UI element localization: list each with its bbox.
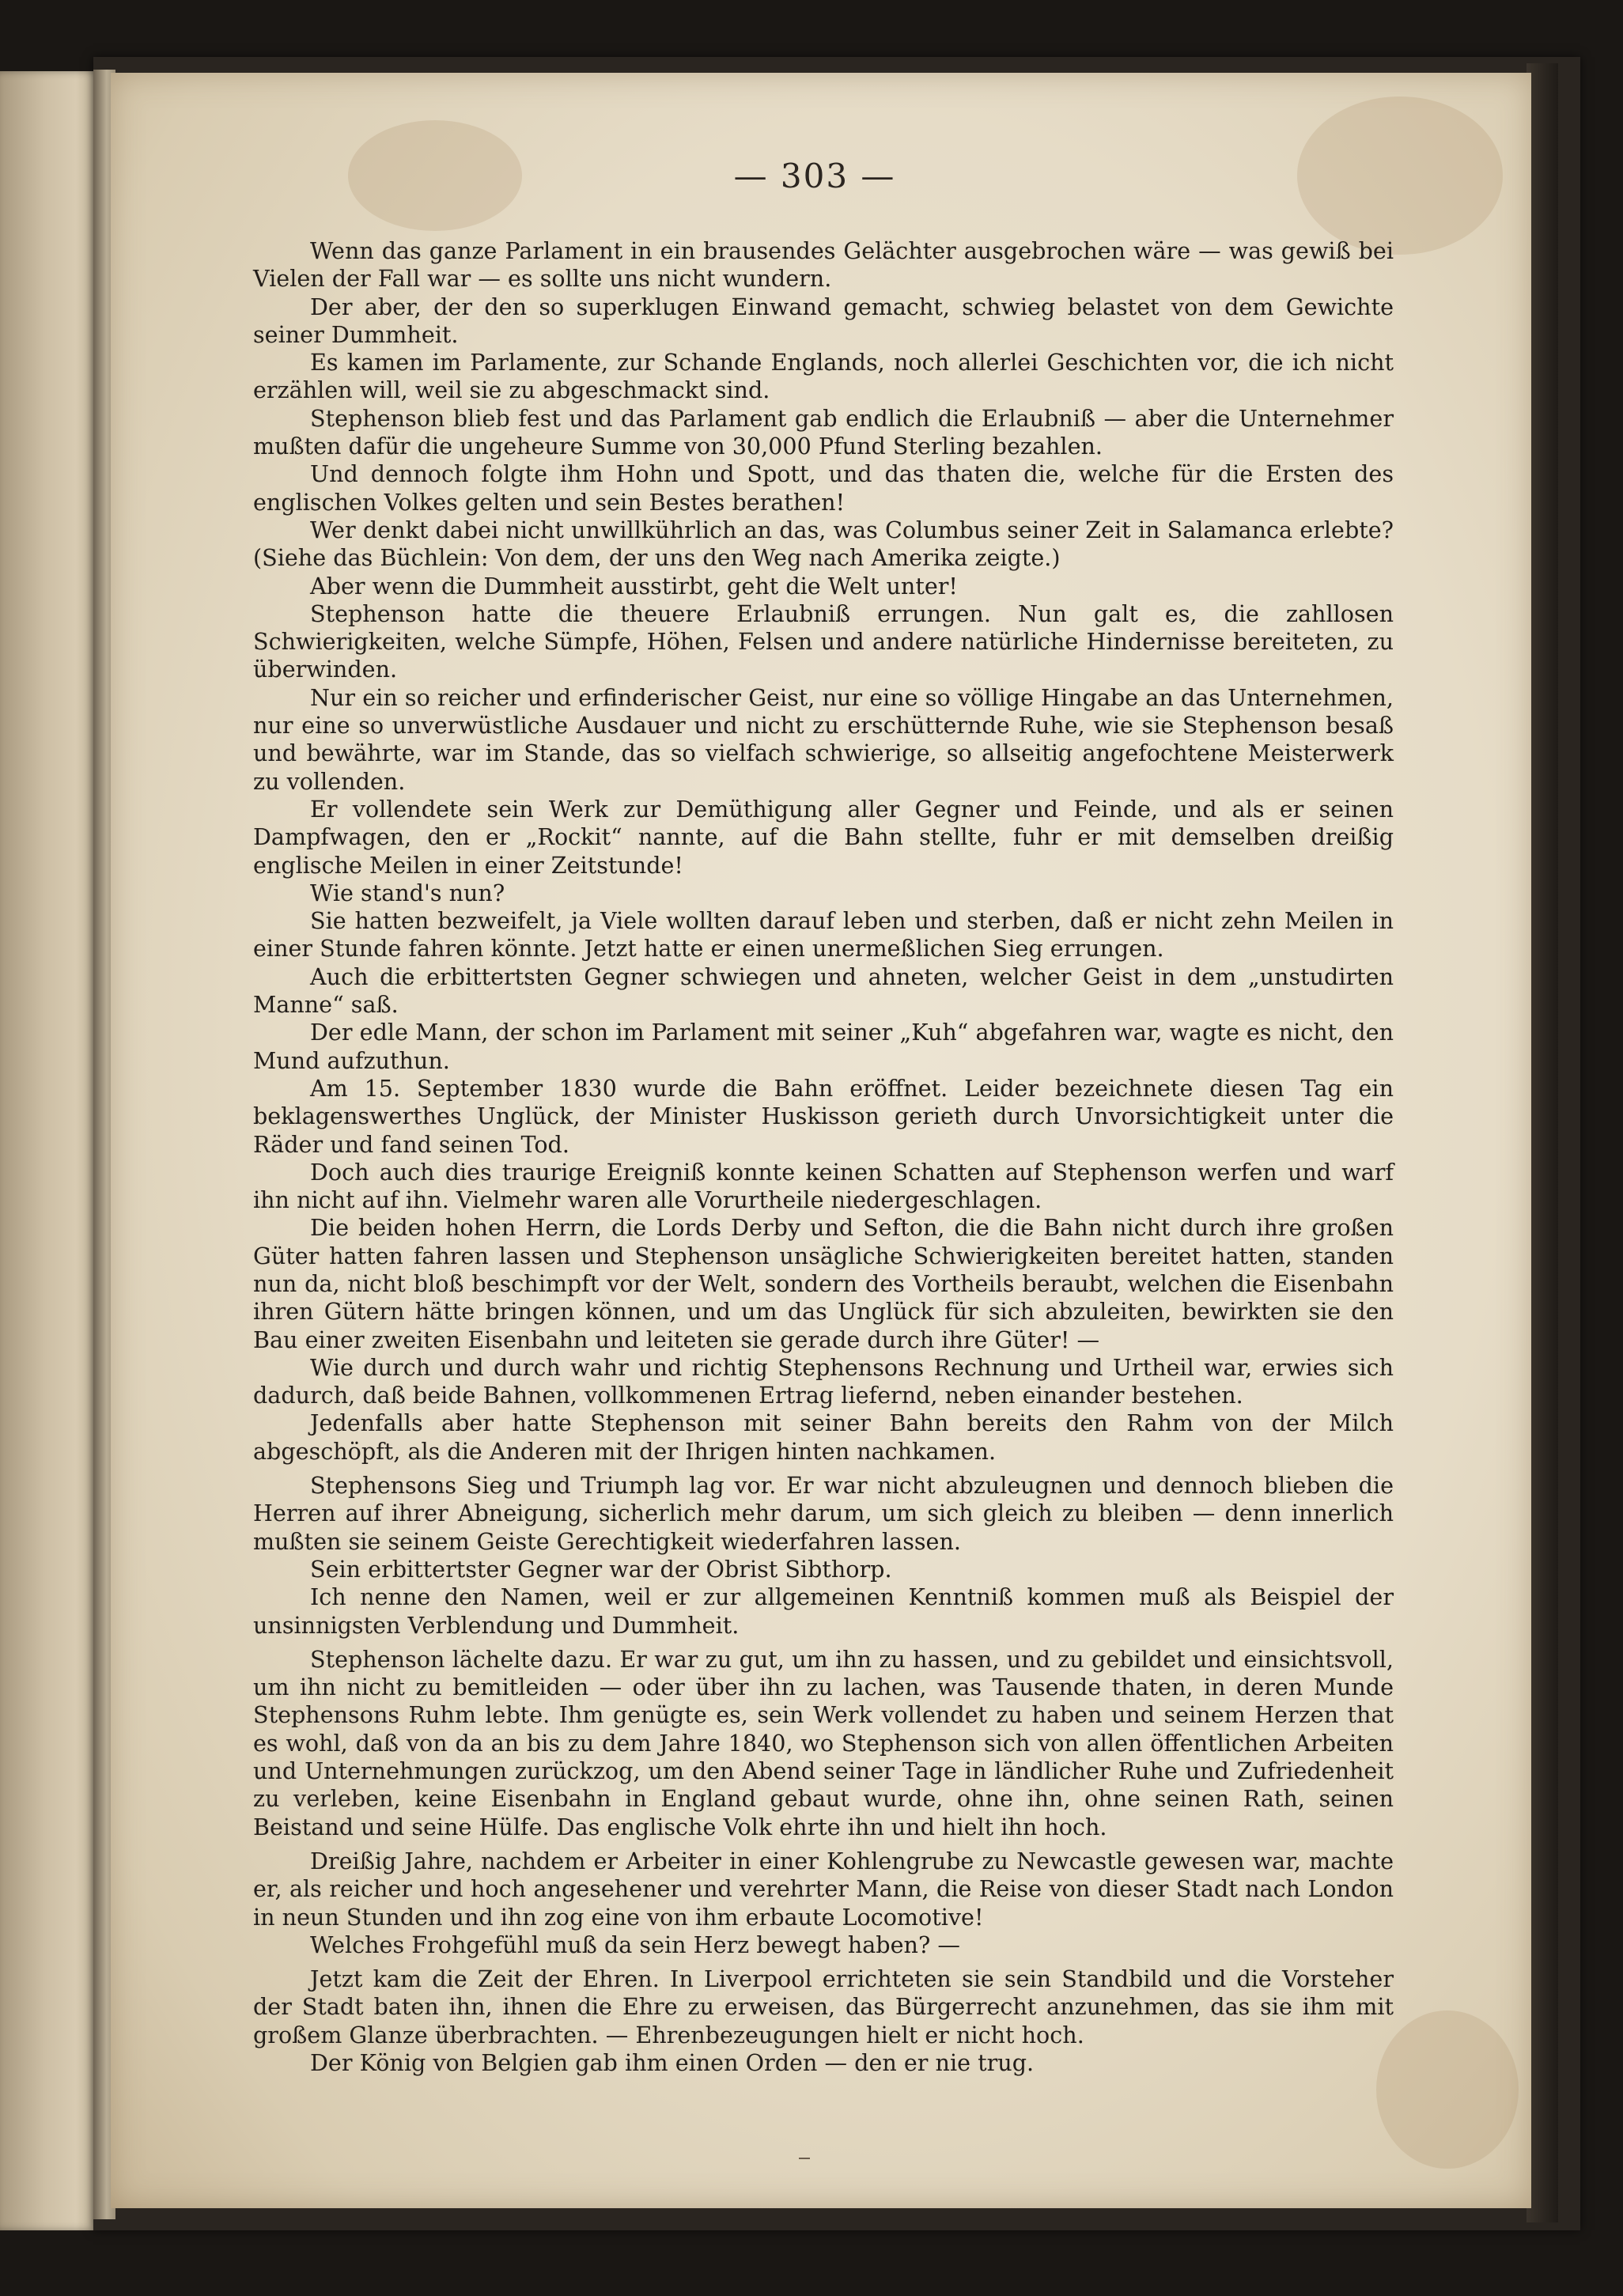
- paragraph: Es kamen im Parlamente, zur Schande Englands, noch allerlei Geschichten vor, die ich nicht erzählen will, weil sie zu abgeschmackt sind.: [253, 349, 1394, 404]
- paragraph: Wenn das ganze Parlament in ein brausendes Gelächter ausgebrochen wäre — was gewiß bei Vielen der Fall war — es sollte uns nicht wundern.: [253, 237, 1394, 293]
- paragraph: Wie stand's nun?: [310, 879, 505, 906]
- page-edge-right: [1527, 63, 1558, 2222]
- paragraph: Ich nenne den Namen, weil er zur allgemeinen Kenntniß kommen muß als Beispiel der unsinnigsten Verblendung und Dummheit.: [253, 1583, 1394, 1639]
- paragraph: Der König von Belgien gab ihm einen Orden — den er nie trug.: [310, 2049, 1035, 2076]
- paragraph: Stephenson hatte die theuere Erlaubniß errungen. Nun galt es, die zahllosen Schwierigkeiten, welche Sümpfe, Höhen, Felsen und andere natürliche Hindernisse bereiteten, zu überwinden.: [253, 600, 1394, 683]
- paragraph: Wie durch und durch wahr und richtig Stephensons Rechnung und Urtheil war, erwies sich dadurch, daß beide Bahnen, vollkommenen Ertrag liefernd, neben einander bestehen.: [253, 1353, 1394, 1409]
- paragraph: Wer denkt dabei nicht unwillkührlich an das, was Columbus seiner Zeit in Salamanca erlebte? (Siehe das Büchlein: Von dem, der uns den Weg nach Amerika zeigte.): [253, 516, 1394, 572]
- paragraph: Er vollendete sein Werk zur Demüthigung aller Gegner und Feinde, und als er seinen Dampfwagen, den er „Rockit“ nannte, auf die Bahn stellte, fuhr er mit demselben dreißig englische Meilen in einer Zeitstunde!: [253, 795, 1394, 879]
- paragraph: Aber wenn die Dummheit ausstirbt, geht die Welt unter!: [310, 572, 958, 600]
- body-text: [253, 237, 1394, 2077]
- paragraph: Jetzt kam die Zeit der Ehren. In Liverpool errichteten sie sein Standbild und die Vorsteher der Stadt baten ihn, ihnen die Ehre zu erweisen, das Bürgerrecht anzunehmen, das sie ihm mit großem Glanze überbrachten. — Ehrenbezeugungen hielt er nicht hoch.: [253, 1965, 1394, 2048]
- page-bottom-mark: [799, 2158, 810, 2159]
- paragraph: Die beiden hohen Herrn, die Lords Derby und Sefton, die die Bahn nicht durch ihre großen Güter hatten fahren lassen und Stephenson unsägliche Schwierigkeiten bereitet hatten, standen nun da, nicht bloß beschimpft vor der Welt, sondern des Vortheils beraubt, welchen die Eisenbahn ihren Gütern hätte bringen können, und um das Unglück für sich abzuleiten, bewirkten sie den Bau einer zweiten Eisenbahn und leiteten sie gerade durch ihre Güter! —: [253, 1214, 1394, 1353]
- paragraph: Stephenson blieb fest und das Parlament gab endlich die Erlaubniß — aber die Unternehmer mußten dafür die ungeheure Summe von 30,000 Pfund Sterling bezahlen.: [253, 404, 1394, 460]
- paper-stain: [1376, 2010, 1519, 2169]
- facing-page-edge: [0, 71, 101, 2230]
- paper-stain: [348, 120, 522, 231]
- paragraph: Der edle Mann, der schon im Parlament mit seiner „Kuh“ abgefahren war, wagte es nicht, den Mund aufzuthun.: [253, 1019, 1394, 1074]
- paragraph: Stephensons Sieg und Triumph lag vor. Er war nicht abzuleugnen und dennoch blieben die Herren auf ihrer Abneigung, sicherlich mehr darum, um sich gleich zu bleiben — denn innerlich mußten sie seinem Geiste Gerechtigkeit wiederfahren lassen.: [253, 1472, 1394, 1555]
- paragraph: Dreißig Jahre, nachdem er Arbeiter in einer Kohlengrube zu Newcastle gewesen war, machte er, als reicher und hoch angesehener und verehrter Mann, die Reise von dieser Stadt nach London in neun Stunden und ihn zog eine von ihm erbaute Locomotive!: [253, 1847, 1394, 1931]
- paragraph: Stephenson lächelte dazu. Er war zu gut, um ihn zu hassen, und zu gebildet und einsichtsvoll, um ihn nicht zu bemitleiden — oder über ihn zu lachen, was Tausende thaten, in deren Munde Stephensons Ruhm lebte. Ihm genügte es, sein Werk vollendet zu haben und seinem Herzen that es wohl, daß von da an bis zu dem Jahre 1840, wo Stephenson sich von allen öffentlichen Arbeiten und Unternehmungen zurückzog, um den Abend seiner Tage in ländlicher Ruhe und Zufriedenheit zu verleben, keine Eisenbahn in England gebaut wurde, ohne ihn, ohne seinen Rath, seinen Beistand und seine Hülfe. Das englische Volk ehrte ihn und hielt ihn hoch.: [253, 1645, 1394, 1840]
- paragraph: Welches Frohgefühl muß da sein Herz bewegt haben? —: [310, 1931, 960, 1958]
- paragraph: Am 15. September 1830 wurde die Bahn eröffnet. Leider bezeichnete diesen Tag ein beklagenswerthes Unglück, der Minister Huskisson gerieth durch Unvorsichtigkeit unter die Räder und fand seinen Tod.: [253, 1074, 1394, 1158]
- paragraph: Jedenfalls aber hatte Stephenson mit seiner Bahn bereits den Rahm von der Milch abgeschöpft, als die Anderen mit der Ihrigen hinten nachkamen.: [253, 1409, 1394, 1465]
- paragraph: Doch auch dies traurige Ereigniß konnte keinen Schatten auf Stephenson werfen und warf ihn nicht auf ihn. Vielmehr waren alle Vorurtheile niedergeschlagen.: [253, 1158, 1394, 1214]
- paragraph: Sie hatten bezweifelt, ja Viele wollten darauf leben und sterben, daß er nicht zehn Meilen in einer Stunde fahren könnte. Jetzt hatte er einen unermeßlichen Sieg errungen.: [253, 907, 1394, 963]
- paragraph: Nur ein so reicher und erfinderischer Geist, nur eine so völlige Hingabe an das Unternehmen, nur eine so unverwüstliche Ausdauer und nicht zu erschütternde Ruhe, wie sie Stephenson besaß und bewährte, war im Stande, das so vielfach schwierige, so allseitig angefochtene Meisterwerk zu vollenden.: [253, 683, 1394, 795]
- paragraph: Auch die erbittertsten Gegner schwiegen und ahneten, welcher Geist in dem „unstudirten Manne“ saß.: [253, 963, 1394, 1019]
- page-number: — 303 —: [733, 157, 896, 195]
- paragraph: Und dennoch folgte ihm Hohn und Spott, und das thaten die, welche für die Ersten des englischen Volkes gelten und sein Bestes berathen!: [253, 460, 1394, 516]
- paragraph: Sein erbittertster Gegner war der Obrist Sibthorp.: [310, 1555, 892, 1583]
- paper-stain: [1297, 96, 1503, 255]
- paragraph: Der aber, der den so superklugen Einwand gemacht, schwieg belastet von dem Gewichte seiner Dummheit.: [253, 293, 1394, 348]
